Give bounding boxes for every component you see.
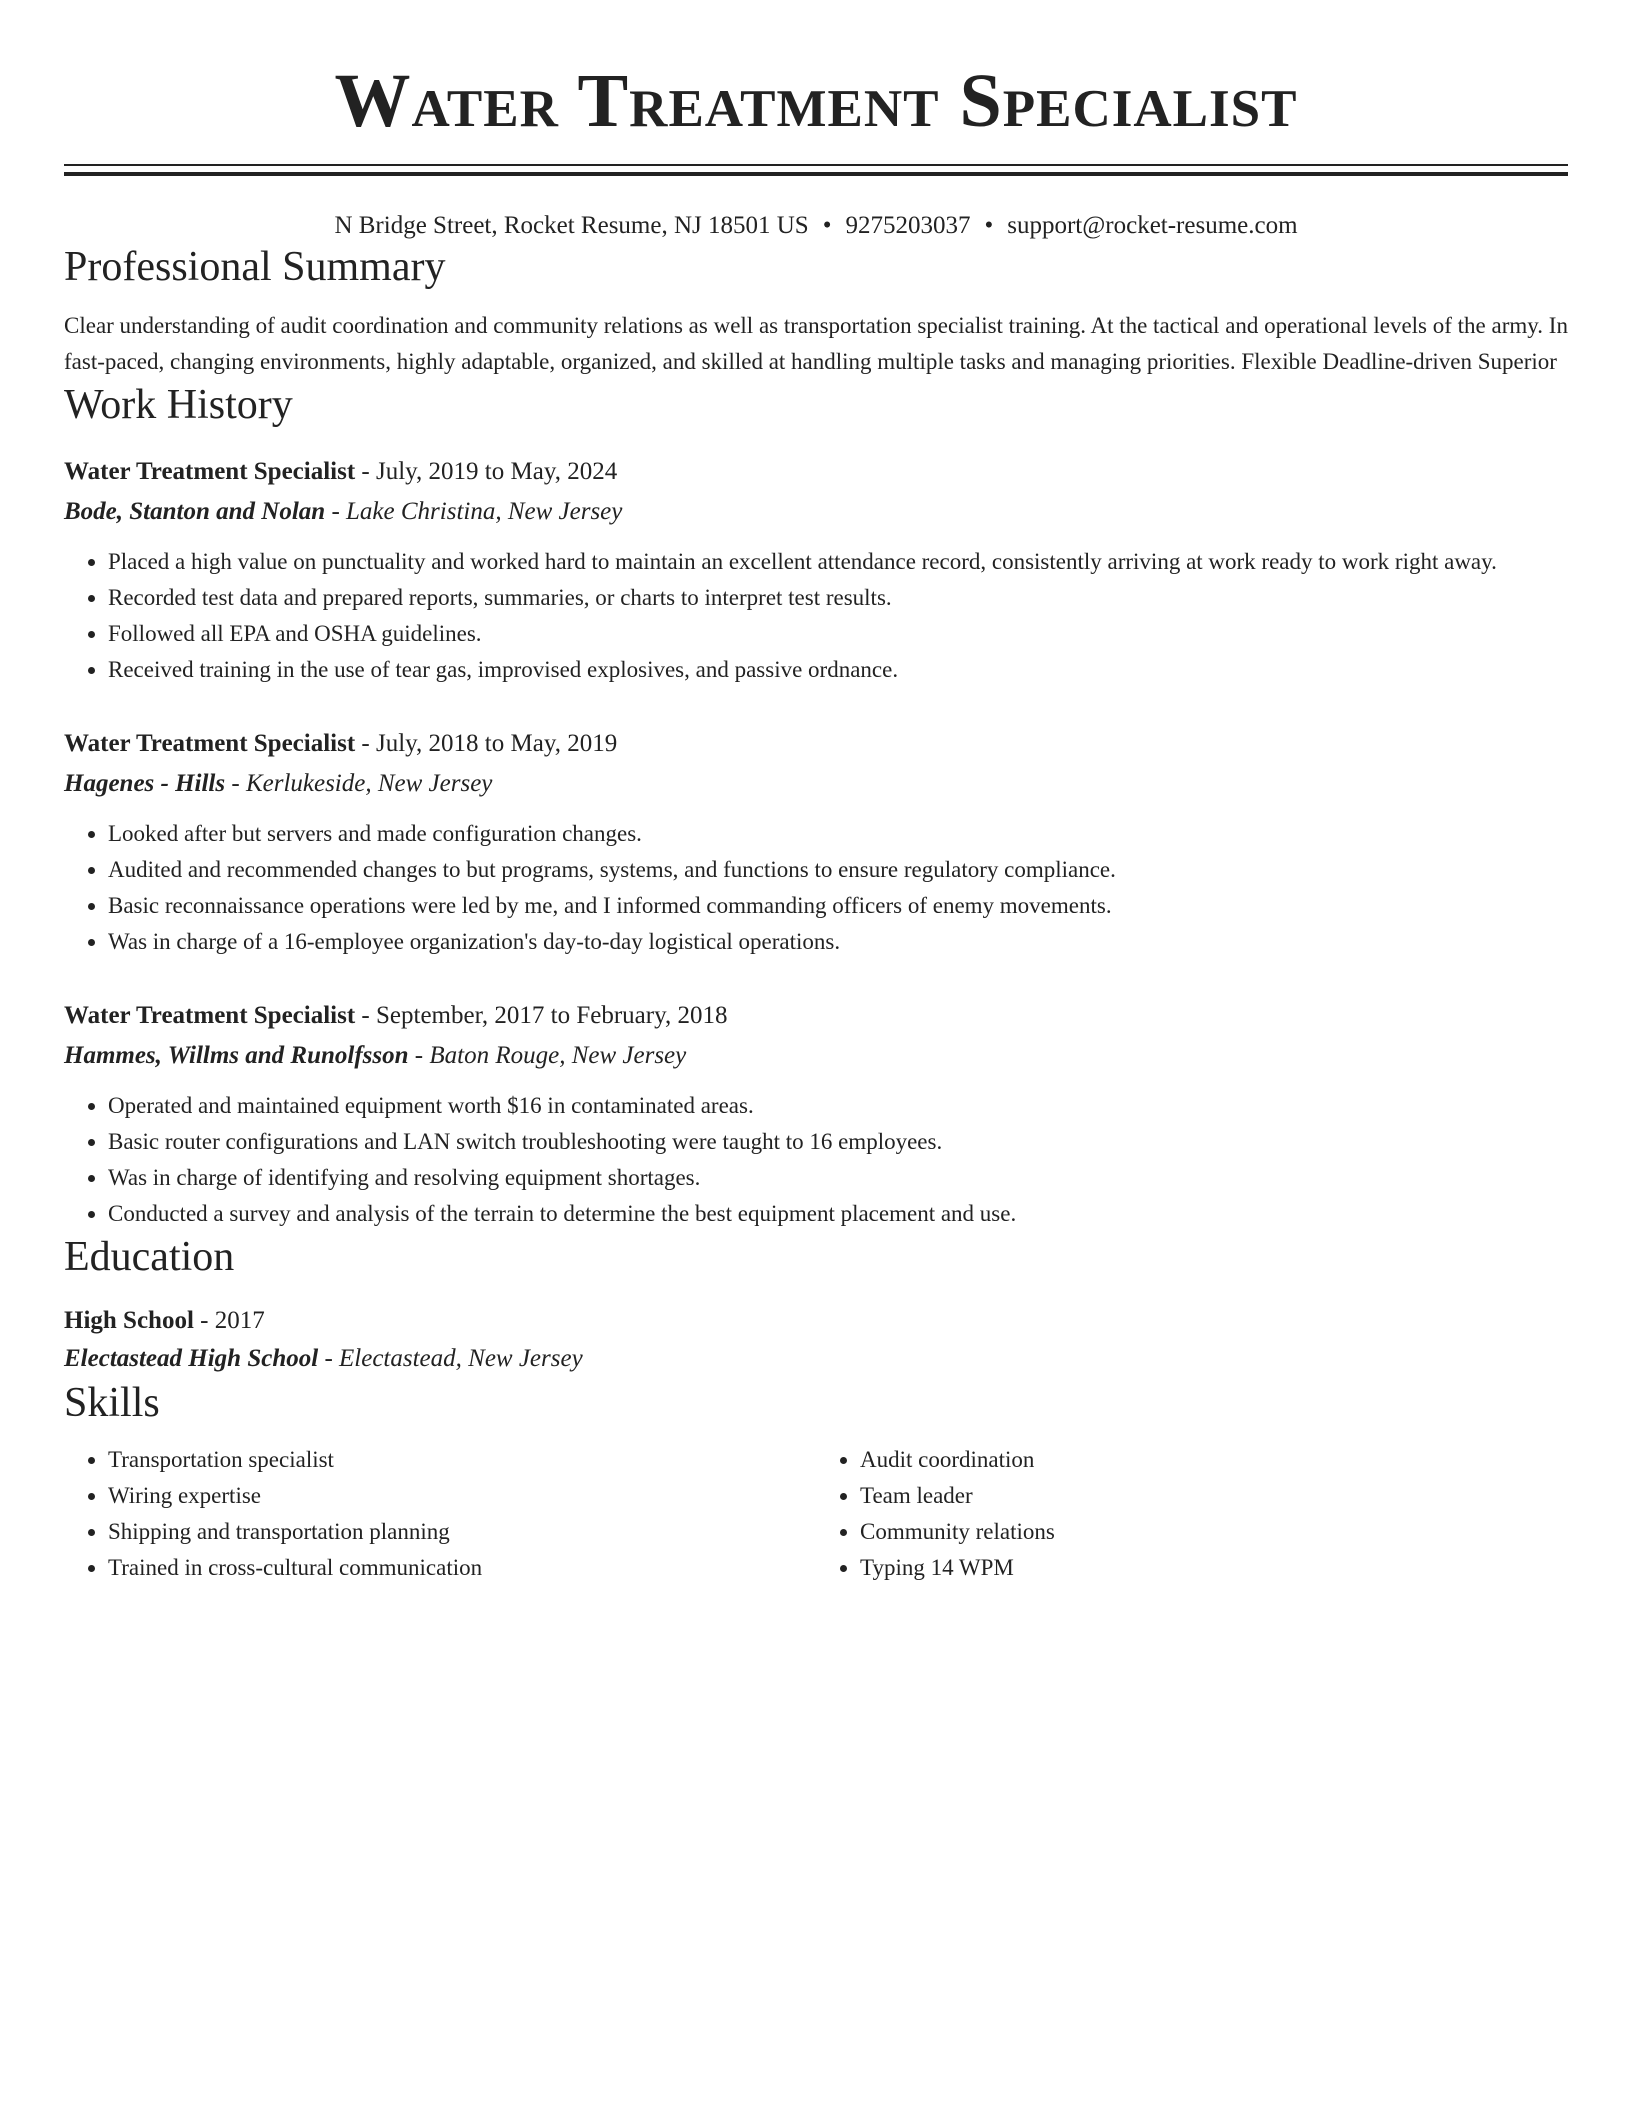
education-degree-line — [64, 1302, 1568, 1340]
contact-phone: 9275203037 — [845, 212, 971, 239]
employer-dash: - — [225, 770, 246, 797]
skill-item: • Transportation specialist — [108, 1442, 816, 1478]
education-school-line — [64, 1340, 1568, 1378]
job-location: Baton Rouge, New Jersey — [429, 1042, 687, 1069]
education-entry — [64, 1302, 1568, 1378]
job-dates: September, 2017 to February, 2018 — [376, 1002, 728, 1029]
job-employer-line — [64, 764, 1568, 804]
employer-dash: - — [408, 1042, 430, 1069]
job-title-line — [64, 452, 1568, 492]
skill-item: • Trained in cross-cultural communication — [108, 1550, 816, 1586]
education-year: 2017 — [214, 1307, 265, 1334]
job-bullet: • Recorded test data and prepared reports, summaries, or charts to interpret test results. — [108, 580, 1568, 616]
job-bullets — [64, 1088, 1568, 1232]
job-employer: Bode, Stanton and Nolan — [64, 498, 326, 525]
job-dash: - — [355, 1002, 376, 1029]
job-bullets — [64, 816, 1568, 960]
summary-text: Clear understanding of audit coordination and community relations as well as transportation specialist training. At the tactical and operational levels of the army. In fast-paced, changing environments, highly adaptable, organized, and skilled at handling multiple tasks and managing priorities. Flexible Deadline-driven Superior — [64, 313, 1568, 374]
job-bullet: • Basic router configurations and LAN switch troubleshooting were taught to 16 employees. — [108, 1124, 1568, 1160]
job-dash: - — [355, 730, 376, 757]
skill-item: • Audit coordination — [860, 1442, 1568, 1478]
job-bullets — [64, 544, 1568, 688]
skill-item: • Wiring expertise — [108, 1478, 816, 1514]
job-location: Lake Christina, New Jersey — [346, 498, 623, 525]
job-bullet: • Was in charge of a 16-employee organization's day-to-day logistical operations. — [108, 924, 1568, 960]
job-bullet: • Received training in the use of tear gas, improvised explosives, and passive ordnance. — [108, 652, 1568, 688]
job-entry — [64, 724, 1568, 960]
skill-item: • Typing 14 WPM — [860, 1550, 1568, 1586]
job-bullet: • Looked after but servers and made configuration changes. — [108, 816, 1568, 852]
employer-dash: - — [325, 498, 347, 525]
job-entry — [64, 452, 1568, 688]
resume-title: Water Treatment Specialist — [334, 59, 1298, 143]
job-employer-line — [64, 492, 1568, 532]
job-bullet: • Followed all EPA and OSHA guidelines. — [108, 616, 1568, 652]
skill-item: • Shipping and transportation planning — [108, 1514, 816, 1550]
job-dates: July, 2018 to May, 2019 — [376, 730, 618, 757]
job-dates: July, 2019 to May, 2024 — [376, 458, 618, 485]
job-employer: Hammes, Willms and Runolfsson — [64, 1042, 409, 1069]
education-dash: - — [193, 1307, 215, 1334]
education-school: Electastead High School — [64, 1345, 319, 1372]
job-dash: - — [355, 458, 376, 485]
contact-separator: • — [984, 212, 994, 239]
contact-line — [64, 210, 1568, 242]
skill-item: • Team leader — [860, 1478, 1568, 1514]
job-title: Water Treatment Specialist — [64, 1002, 356, 1029]
job-bullet: • Placed a high value on punctuality and worked hard to maintain an excellent attendance record, consistently arriving at work ready to work right away. — [108, 544, 1568, 580]
skills-columns — [64, 1442, 1568, 1586]
job-bullet: • Basic reconnaissance operations were led by me, and I informed commanding officers of enemy movements. — [108, 888, 1568, 924]
contact-address: N Bridge Street, Rocket Resume, NJ 18501 US — [334, 212, 809, 239]
job-title: Water Treatment Specialist — [64, 730, 356, 757]
job-title: Water Treatment Specialist — [64, 458, 356, 485]
title-rule-thin — [64, 164, 1568, 166]
summary-heading: Professional Summary — [64, 244, 446, 290]
skills-heading: Skills — [64, 1380, 160, 1426]
job-title-line — [64, 996, 1568, 1036]
job-entry — [64, 996, 1568, 1232]
contact-separator: • — [822, 212, 832, 239]
education-heading: Education — [64, 1234, 235, 1280]
skills-list-right — [816, 1442, 1568, 1586]
education-location: Electastead, New Jersey — [339, 1345, 583, 1372]
job-bullet: • Audited and recommended changes to but programs, systems, and functions to ensure regulatory compliance. — [108, 852, 1568, 888]
job-bullet: • Was in charge of identifying and resolving equipment shortages. — [108, 1160, 1568, 1196]
title-rule-thick — [64, 172, 1568, 176]
job-bullet: • Operated and maintained equipment worth $16 in contaminated areas. — [108, 1088, 1568, 1124]
job-employer-line — [64, 1036, 1568, 1076]
job-location: Kerlukeside, New Jersey — [245, 770, 493, 797]
skills-list-left — [64, 1442, 816, 1586]
contact-email[interactable]: support@rocket-resume.com — [1007, 212, 1298, 239]
job-employer: Hagenes - Hills — [64, 770, 226, 797]
skill-item: • Community relations — [860, 1514, 1568, 1550]
job-title-line — [64, 724, 1568, 764]
education-degree: High School — [64, 1307, 194, 1334]
job-bullet: • Conducted a survey and analysis of the terrain to determine the best equipment placement and use. — [108, 1196, 1568, 1232]
work-history-heading: Work History — [64, 382, 293, 428]
school-dash: - — [318, 1345, 340, 1372]
